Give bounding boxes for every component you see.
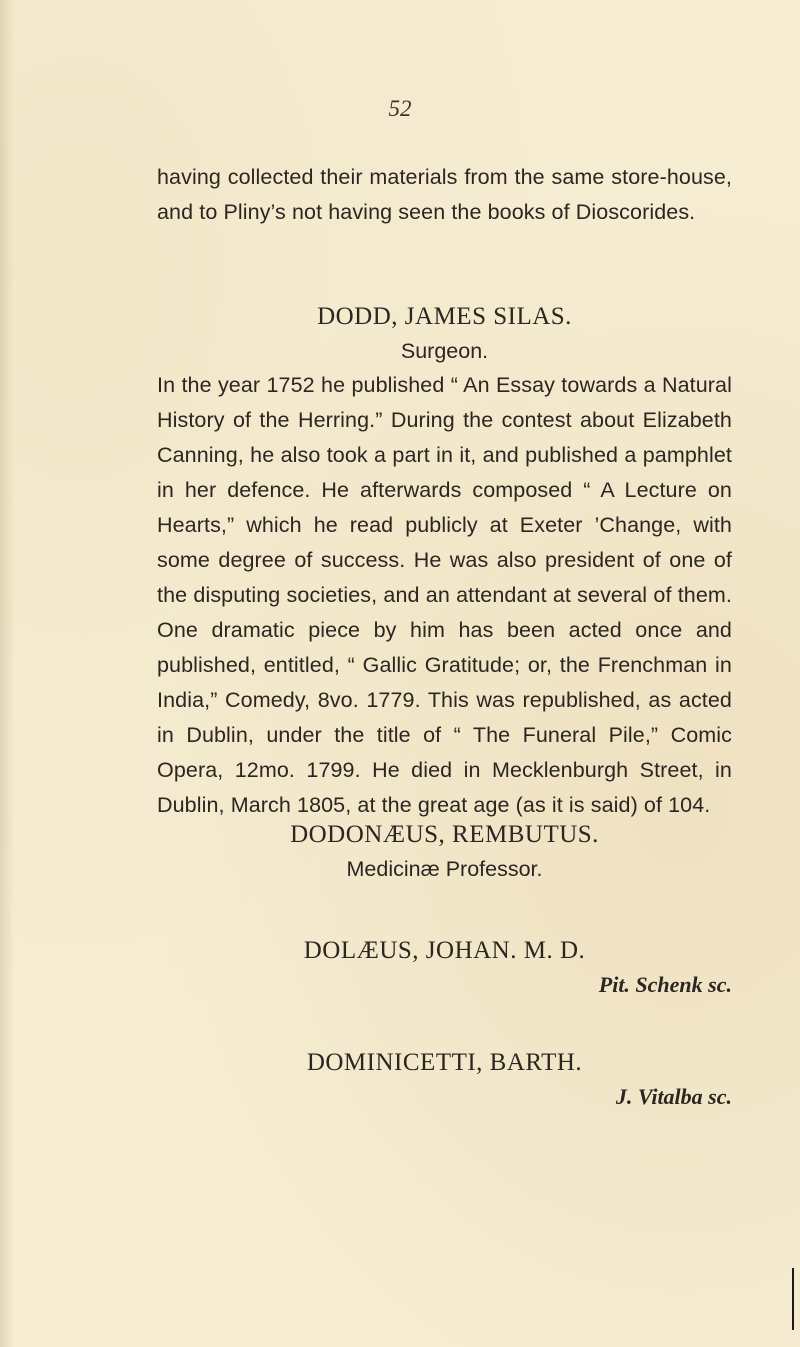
entry-dolaeus [157, 934, 732, 1002]
entry-dominicetti [157, 1046, 732, 1114]
margin-mark [792, 1268, 794, 1330]
entry-dodonaeus [157, 818, 732, 886]
entry-role: Medicinæ Professor. [346, 857, 543, 881]
entry-heading: DODONÆUS, REMBUTUS. [290, 821, 599, 848]
entry-role: Surgeon. [400, 339, 489, 363]
page-number: 52 [388, 96, 412, 121]
intro-block [157, 160, 732, 230]
engraver-credit: Pit. Schenk sc. [598, 972, 732, 997]
page-edge-shadow [0, 0, 14, 1347]
entry-heading: DOLÆUS, JOHAN. M. D. [303, 937, 586, 964]
intro-paragraph: having collected their materials from the same store-house, and to Pliny’s not having seen the books of Dioscorides. [157, 165, 732, 224]
entry-dodd [157, 300, 732, 823]
entry-heading: DOMINICETTI, BARTH. [306, 1049, 583, 1076]
entry-heading: DODD, JAMES SILAS. [317, 303, 572, 330]
entry-body: In the year 1752 he published “ An Essay towards a Natural History of the Herring.” During the contest about Elizabeth Canning, he also took a part in it, and published a pamphlet in her defence. He afterwards composed “ A Lecture on Hearts,” which he read publicly at Exeter ’Change, with some degree of success. He was also president of one of the disputing societies, and an attendant at several of them. One dramatic piece by him has been acted once and published, entitled, “ Gallic Gratitude; or, the Frenchman in India,” Comedy, 8vo. 1779. This was republished, as acted in Dublin, under the title of “ The Funeral Pile,” Comic Opera, 12mo. 1799. He died in Mecklenburgh Street, in Dublin, March 1805, at the great age (as it is said) of 104. [157, 373, 732, 817]
engraver-credit: J. Vitalba sc. [615, 1084, 732, 1109]
